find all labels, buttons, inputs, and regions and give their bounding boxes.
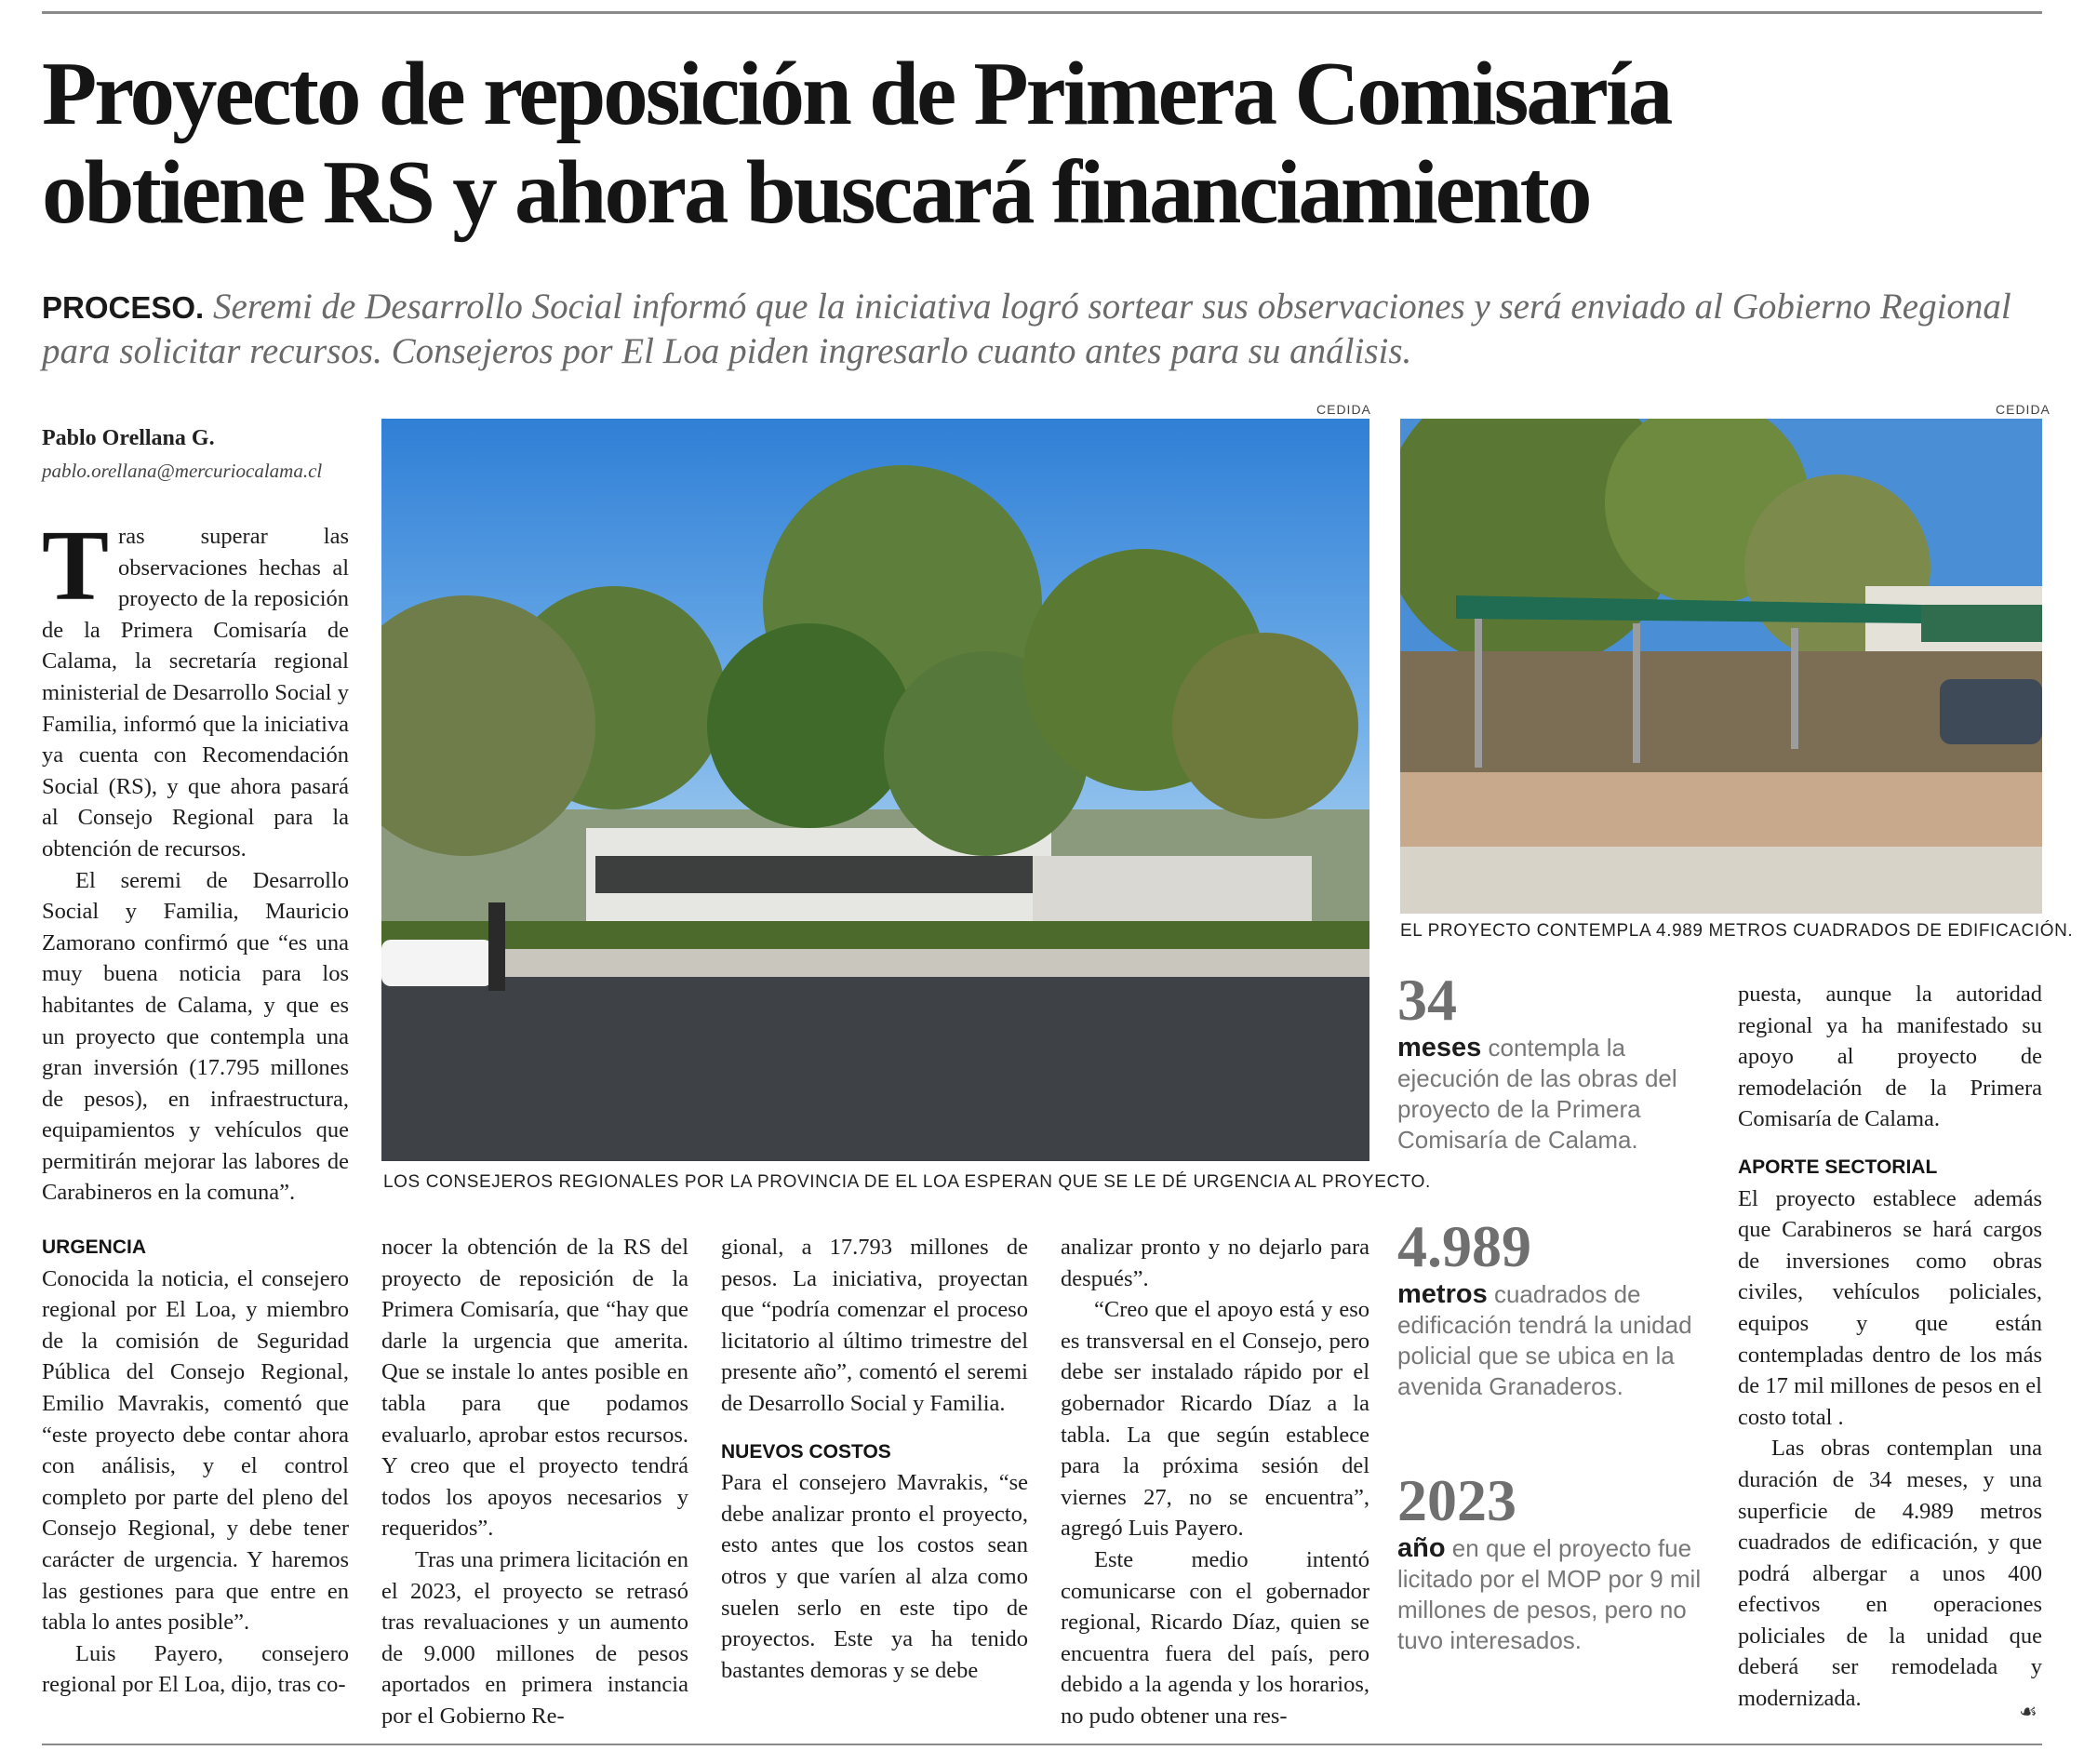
deck <box>42 285 2051 373</box>
col7-paragraph-2: El proyecto establece además que Carabineros se hará cargos de inversiones como obras civiles, vehículos policiales, equipos y que están contempladas dentro de los más de 17 mil millones de pesos en el costo total . <box>1738 1185 2042 1430</box>
drop-cap: T <box>42 511 110 621</box>
fact-3-number: 2023 <box>1397 1467 1516 1533</box>
top-rule <box>42 11 2042 14</box>
column-4 <box>721 1232 1028 1686</box>
deck-kicker: PROCESO. <box>42 290 205 325</box>
byline-email[interactable]: pablo.orellana@mercuriocalama.cl <box>42 460 323 482</box>
fact-2 <box>1397 1214 1714 1402</box>
headline-line-2: obtiene RS y ahora buscará financiamiento <box>42 142 1590 242</box>
main-photo <box>381 419 1369 1161</box>
col2-paragraph-1: Conocida la noticia, el consejero regional por El Loa, y miembro de la comisión de Seguridad Pública del Consejo Regional, Emilio Mavrakis, comentó que “este proyecto debe contar ahora con análisis, y el control completo por parte del pleno del Consejo Regional, y debe tener carácter de urgencia. Y haremos las gestiones para que entre en tabla lo antes posible”. <box>42 1265 349 1636</box>
main-photo-credit: CEDIDA <box>1316 402 1371 417</box>
col4-paragraph-1: gional, a 17.793 millones de pesos. La iniciativa, proyectan que “podría comenzar el proceso licitatorio al último trimestre del presente año”, comentó el seremi de Desarrollo Social y Familia. <box>721 1235 1028 1416</box>
fact-1-text: contempla la ejecución de las obras del proyecto de la Primera Comisaría de Calama. <box>1397 1034 1677 1154</box>
subhead-aporte-sectorial: APORTE SECTORIAL <box>1738 1156 1938 1178</box>
bottom-rule <box>42 1744 2042 1745</box>
column-1 <box>42 511 349 1209</box>
main-photo-caption: LOS CONSEJEROS REGIONALES POR LA PROVINCIA DE EL LOA ESPERAN QUE SE LE DÉ URGENCIA AL PROYECTO. <box>383 1172 1431 1192</box>
col1-paragraph-1: ras superar las observaciones hechas al proyecto de la reposición de la Primera Comisaría de Calama, la secretaría regional ministerial de Desarrollo Social y Familia, informó que la iniciativa ya cuenta con Recomendación Social (RS), y que ahora pasará al Consejo Regional para la obtención de recursos. <box>42 524 349 862</box>
col7-paragraph-3: Las obras contemplan una duración de 34 meses, y una superficie de 4.989 metros cuadrados de edificación, y que podrá albergar a unos 400 efectivos en operaciones policiales de la unidad que deberá ser remodelada y modernizada. <box>1738 1436 2042 1712</box>
col3-paragraph-1: nocer la obtención de la RS del proyecto de reposición de la Primera Comisaría, que “hay que darle la urgencia que amerita. Que se instale lo antes posible en tabla para que podamos evaluarlo, aprobar estos recursos. Y creo que el proyecto tendrá todos los apoyos necesarios y requeridos”. <box>381 1235 688 1542</box>
fact-2-number: 4.989 <box>1397 1213 1531 1279</box>
side-photo-image <box>1400 419 2042 914</box>
col7-paragraph-1: puesta, aunque la autoridad regional ya ha manifestado su apoyo al proyecto de remodelación de la Primera Comisaría de Calama. <box>1738 982 2042 1132</box>
headline-line-1: Proyecto de reposición de Primera Comisaría <box>42 44 1671 143</box>
col2-paragraph-2: Luis Payero, consejero regional por El Loa, dijo, tras co- <box>42 1640 349 1698</box>
col5-paragraph-3: Este medio intentó comunicarse con el gobernador regional, Ricardo Díaz, quien se encuentra fuera del país, pero debido a la agenda y los horarios, no pudo obtener una res- <box>1061 1546 1369 1729</box>
side-photo-caption: EL PROYECTO CONTEMPLA 4.989 METROS CUADRADOS DE EDIFICACIÓN. <box>1400 921 2074 941</box>
fact-3-unit: año <box>1397 1533 1446 1563</box>
side-photo <box>1400 419 2042 914</box>
headline <box>42 45 2061 242</box>
col5-paragraph-1: analizar pronto y no dejarlo para después”. <box>1061 1235 1369 1291</box>
column-2 <box>42 1232 349 1701</box>
fact-3-text: en que el proyecto fue licitado por el MOP por 9 mil millones de pesos, pero no tuvo interesados. <box>1397 1534 1702 1654</box>
fact-3 <box>1397 1468 1714 1656</box>
fact-1-number: 34 <box>1397 967 1457 1033</box>
end-mark-icon: ☙ <box>2019 1701 2037 1724</box>
fact-1-unit: meses <box>1397 1033 1482 1062</box>
col3-paragraph-2: Tras una primera licitación en el 2023, el proyecto se retrasó tras revaluaciones y un aumento de 9.000 millones de pesos aportados en primera instancia por el Gobierno Re- <box>381 1546 688 1729</box>
deck-text: Seremi de Desarrollo Social informó que la iniciativa logró sortear sus observaciones y será enviado al Gobierno Regional para solicitar recursos. Consejeros por El Loa piden ingresarlo cuanto antes para su análisis. <box>42 287 2011 371</box>
col5-paragraph-2: “Creo que el apoyo está y eso es transversal en el Consejo, pero debe ser instalado rápido por el gobernador Ricardo Díaz a la tabla. La que según establece para la próxima sesión del viernes 27, no se encuentra”, agregó Luis Payero. <box>1061 1297 1369 1542</box>
fact-1 <box>1397 968 1714 1156</box>
column-7 <box>1738 979 2042 1715</box>
fact-2-unit: metros <box>1397 1279 1488 1309</box>
column-3 <box>381 1232 688 1732</box>
column-5 <box>1061 1232 1369 1732</box>
col4-paragraph-2: Para el consejero Mavrakis, “se debe analizar pronto el proyecto, esto antes que los costos sean otros y que varíen al alza como suelen serlo en este tipo de proyectos. Este ya ha tenido bastantes demoras y se debe <box>721 1470 1028 1683</box>
side-photo-credit: CEDIDA <box>1996 402 2051 417</box>
main-photo-image <box>381 419 1369 1161</box>
subhead-nuevos-costos: NUEVOS COSTOS <box>721 1440 891 1463</box>
col1-paragraph-2: El seremi de Desarrollo Social y Familia, Mauricio Zamorano confirmó que “es una muy buena noticia para los habitantes de Calama, y que es un proyecto que contempla una gran inversión (17.795 millones de pesos), en infraestructura, equipamientos y vehículos que permitirán mejorar las labores de Carabineros en la comuna”. <box>42 867 349 1206</box>
fact-2-text: cuadrados de edificación tendrá la unidad policial que se ubica en la avenida Granaderos. <box>1397 1280 1692 1400</box>
subhead-urgencia: URGENCIA <box>42 1236 147 1258</box>
byline-name: Pablo Orellana G. <box>42 426 215 450</box>
